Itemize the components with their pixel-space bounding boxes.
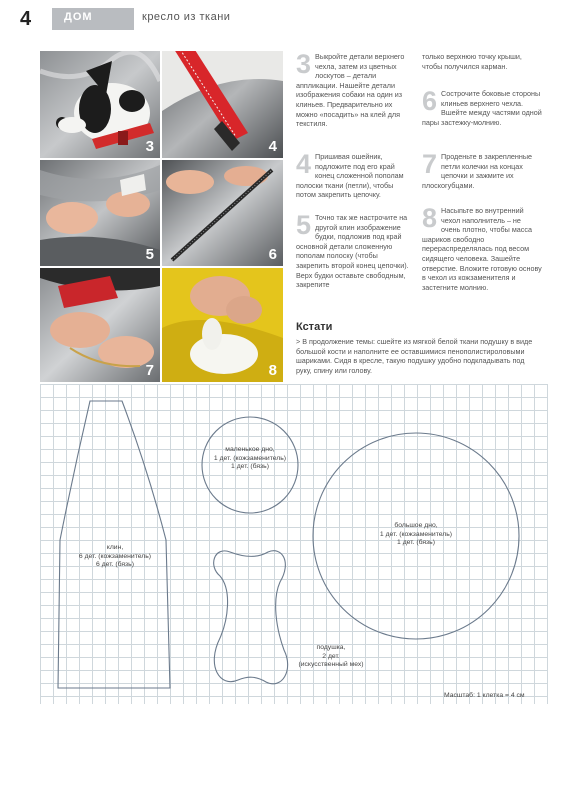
step-text: Выкройте детали верхнего чехла, затем из цветных лоскутов – детали аппликации. Нашейте детали изображения собаки на один из клиньев. Предварительно их можно «посадить» на клей для текстиля.: [296, 52, 405, 129]
big-bottom-label: [362, 522, 470, 548]
step-number: 5: [296, 210, 312, 240]
kstati-text: > В продолжение темы: сшейте из мягкой белой ткани подушку в виде большой кости и наполните ее оставшимися пенополистироловыми шариками. Сидя в кресле, такую подушку удобно подкладывать под руку, спину или голову.: [296, 337, 533, 375]
step-number: 7: [422, 149, 438, 179]
step-text: Сострочите боковые стороны клиньев верхнего чехла. Вшейте между частями одной пары застежку-молнию.: [422, 89, 542, 127]
section-label: ДОМ: [64, 11, 93, 23]
small-bottom-label: [198, 446, 302, 472]
small-bottom-label-line: 1 дет. (кожзаменитель): [213, 454, 287, 462]
pillow-label-line: подушка,: [316, 644, 346, 651]
step-number: 3: [296, 49, 312, 79]
bone-pillow-shape: [214, 551, 288, 684]
wedge-label: [60, 544, 170, 570]
step-text: Насыпьте во внутренний чехол наполнитель – не очень плотно, чтобы масса шариков свободно перераспределялась под весом сидящего человека. Зашейте отверстие. Вложите готовую основу в чехол из кожзаменителя и застегните молнию.: [422, 206, 542, 292]
photo-number: 8: [268, 362, 277, 379]
wedge-label-line: клин,: [106, 544, 124, 551]
photo-number: 6: [268, 246, 277, 263]
wedge-label-line: 6 дет. (бязь): [96, 561, 134, 568]
photo-number: 4: [268, 138, 277, 155]
pillow-label-line: 2 дет.: [322, 652, 340, 660]
small-bottom-label-line: маленькое дно,: [225, 446, 275, 453]
step-number: 4: [296, 149, 312, 179]
big-bottom-label-line: большое дно,: [394, 522, 438, 529]
step-text: Пришивая ошейник, подложите под его край конец сложенной пополам полоски ткани (петли), чтобы потом закрепить цепочку.: [296, 152, 404, 200]
small-bottom-label-line: 1 дет. (бязь): [231, 463, 269, 470]
page-title: кресло из ткани: [142, 11, 231, 23]
step-text: Точно так же настрочите на другой клин изображение будки, подложив под край основной детали сложенную пополам полоску (чтобы закрепить второй конец цепочки). Верх будки оставьте свободным, закрепите: [296, 213, 409, 290]
big-bottom-label-line: 1 дет. (бязь): [397, 539, 435, 546]
photo-number: 3: [145, 138, 154, 155]
step-number: 8: [422, 203, 438, 233]
page-number: 4: [20, 8, 32, 30]
step-text: Проденьте в закрепленные петли колечки на концах цепочки и зажмите их плоскогубцами.: [422, 152, 533, 190]
big-bottom-label-line: 1 дет. (кожзаменитель): [379, 530, 453, 538]
step-text: только верхнюю точку крыши, чтобы получился карман.: [422, 52, 522, 71]
kstati-title: Кстати: [296, 321, 333, 333]
pillow-label-line: (искусственный мех): [298, 661, 364, 668]
wedge-label-line: 6 дет. (кожзаменитель): [78, 552, 152, 560]
photo-number: 5: [145, 246, 154, 263]
photo-number: 7: [145, 362, 154, 379]
step-number: 6: [422, 86, 438, 116]
scale-note: Масштаб: 1 клетка = 4 см: [444, 692, 525, 699]
pillow-label: [286, 644, 376, 670]
